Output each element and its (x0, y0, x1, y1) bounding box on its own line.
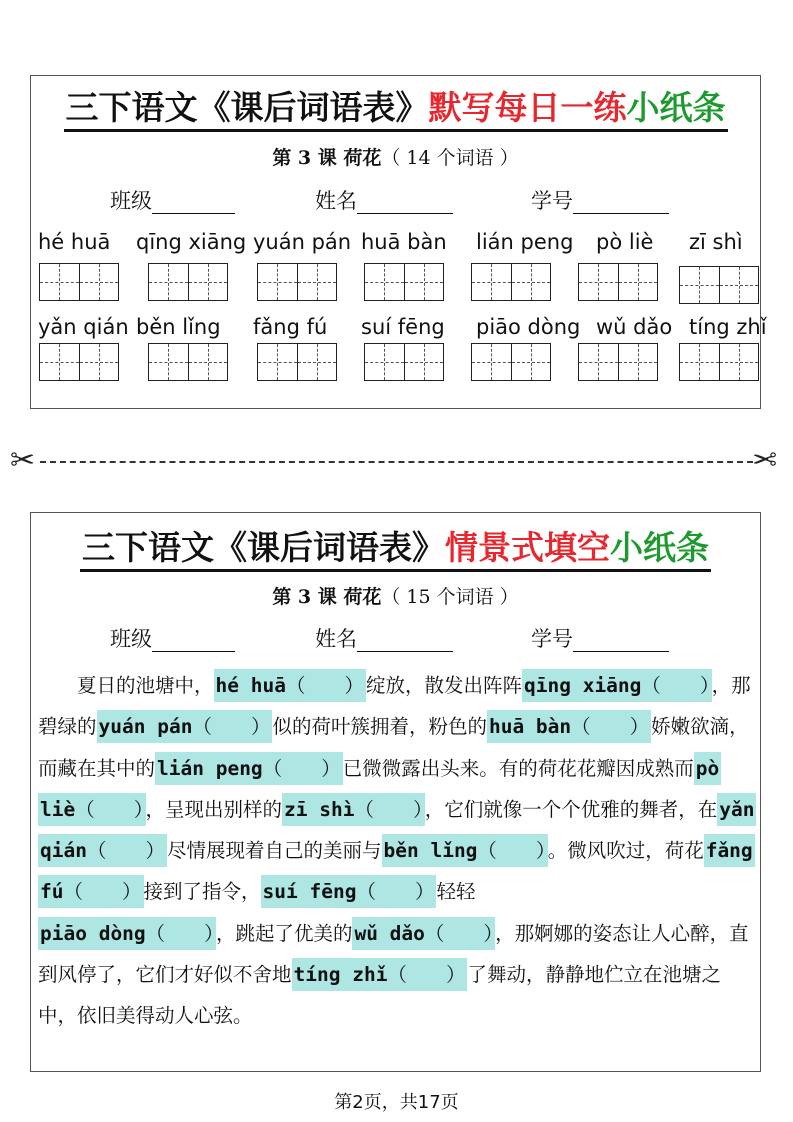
passage-text: ，它们就像一个个优雅的舞者，在 (424, 797, 718, 821)
id-label: 学号 (531, 189, 573, 213)
word-pinyin: lián peng (476, 230, 574, 254)
writing-grid[interactable] (257, 343, 337, 381)
writing-grid[interactable] (578, 343, 658, 381)
writing-cell[interactable] (40, 264, 79, 300)
blank-pinyin: běn lǐng (383, 839, 478, 863)
writing-cell[interactable] (579, 344, 618, 380)
passage-text: ，呈现出别样的 (145, 797, 283, 821)
passage-text: ，跳起了优美的 (215, 921, 353, 945)
writing-grid[interactable] (364, 263, 444, 301)
class-label: 班级 (110, 627, 152, 651)
class-line[interactable] (152, 631, 235, 652)
fill-blank[interactable] (487, 710, 651, 743)
name-line[interactable] (357, 193, 453, 214)
blank-answer-space[interactable]: （ ） (262, 756, 341, 780)
blank-answer-space[interactable]: （ ） (354, 797, 423, 821)
name-line[interactable] (357, 631, 453, 652)
writing-cell[interactable] (404, 264, 444, 300)
blank-pinyin: hé huā (215, 674, 286, 697)
writing-cell[interactable] (365, 344, 404, 380)
writing-grid[interactable] (257, 263, 337, 301)
blank-pinyin: wǔ dǎo (354, 921, 425, 945)
name-field[interactable] (315, 626, 453, 652)
passage-text: 娇嫩欲滴，而藏在其中的 (38, 715, 749, 780)
dictation-card (30, 75, 767, 409)
blank-pinyin: yuán pán (98, 715, 193, 739)
writing-cell[interactable] (297, 264, 337, 300)
writing-cell[interactable] (188, 264, 228, 300)
passage-text: 绽放，散发出阵阵 (365, 674, 522, 697)
fill-title-suffix: 小纸条 (610, 528, 709, 567)
dictation-title-type: 默写每日一练 (428, 88, 627, 127)
word-pinyin: zī shì (689, 230, 743, 254)
passage-text: 夏日的池塘中， (77, 674, 214, 697)
word-pinyin: wǔ dǎo (596, 315, 673, 339)
name-label: 姓名 (315, 627, 357, 651)
writing-cell[interactable] (149, 264, 188, 300)
word-pinyin: suí fēng (361, 315, 445, 339)
writing-cell[interactable] (719, 267, 759, 303)
fill-blank[interactable] (261, 875, 437, 908)
blank-answer-space[interactable]: （ ） (641, 674, 710, 697)
writing-cell[interactable] (618, 344, 658, 380)
fill-blank[interactable] (522, 669, 712, 702)
fill-blank[interactable] (214, 669, 366, 702)
fill-title-main: 三下语文《课后词语表》 (82, 528, 445, 567)
scissors-icon: ✂ (10, 443, 36, 478)
word-pinyin: huā bàn (361, 230, 447, 254)
passage-text: ，那婀娜的姿态让人心醉，直到风停了，它们才好似不舍地 (38, 921, 749, 987)
fill-title-type: 情景式填空 (445, 528, 610, 567)
blank-pinyin: piāo dòng (40, 921, 146, 945)
writing-grid[interactable] (471, 263, 551, 301)
passage-paragraph (38, 665, 758, 1037)
cut-line (40, 461, 753, 463)
blank-pinyin: qīng xiāng (524, 674, 642, 697)
writing-cell[interactable] (404, 344, 444, 380)
writing-cell[interactable] (680, 267, 719, 303)
writing-grid[interactable] (39, 263, 119, 301)
word-pinyin: yuán pán (253, 230, 352, 254)
writing-cell[interactable] (79, 344, 119, 380)
writing-grid[interactable] (471, 343, 551, 381)
blank-pinyin: lián peng (157, 756, 263, 780)
blank-answer-space[interactable]: （ ） (192, 715, 271, 739)
fill-blank[interactable] (38, 917, 216, 950)
blank-answer-space[interactable]: （ ） (571, 715, 650, 739)
writing-grid[interactable] (39, 343, 119, 381)
passage-text: 了舞动，静静地伫立在池塘之中，依旧美得动人心弦。 (38, 963, 721, 1028)
blank-answer-space[interactable]: （ ） (75, 797, 144, 821)
fill-blank[interactable] (97, 710, 273, 743)
word-pinyin: qīng xiāng (136, 230, 247, 254)
word-pinyin: yǎn qián (38, 315, 129, 339)
id-line[interactable] (573, 631, 669, 652)
blank-answer-space[interactable]: （ ） (63, 880, 142, 904)
writing-grid[interactable] (679, 266, 759, 304)
writing-cell[interactable] (40, 344, 79, 380)
name-label: 姓名 (315, 189, 357, 213)
writing-grid[interactable] (679, 343, 759, 381)
fill-lesson-heading (31, 585, 760, 609)
fill-blank[interactable] (282, 793, 425, 826)
dictation-title-suffix: 小纸条 (626, 88, 726, 127)
word-pinyin: běn lǐng (136, 315, 221, 339)
word-pinyin: tíng zhǐ (689, 315, 767, 339)
dictation-title (31, 88, 760, 132)
writing-cell[interactable] (297, 344, 337, 380)
writing-cell[interactable] (511, 344, 551, 380)
blank-answer-space[interactable]: （ ） (356, 880, 435, 904)
blank-pinyin: tíng zhǐ (293, 963, 388, 987)
blank-answer-space[interactable]: （ ） (477, 839, 546, 863)
lesson-title: 第 3 课 荷花 (272, 586, 382, 608)
writing-cell[interactable] (79, 264, 119, 300)
blank-pinyin: suí fēng (262, 880, 357, 904)
blank-pinyin: pò liè (40, 756, 720, 821)
blank-pinyin: fǎng fú (40, 839, 753, 904)
dictation-title-main: 三下语文《课后词语表》 (65, 88, 429, 127)
page-footer: 第2页，共17页 (334, 1092, 459, 1113)
writing-cell[interactable] (472, 264, 511, 300)
blank-answer-space[interactable]: （ ） (86, 839, 165, 863)
class-field[interactable] (110, 626, 235, 652)
word-pinyin: pò liè (596, 230, 654, 254)
writing-cell[interactable] (579, 264, 618, 300)
writing-cell[interactable] (618, 264, 658, 300)
blank-answer-space[interactable]: （ ） (145, 921, 214, 945)
passage-text: 轻轻 (436, 880, 476, 904)
id-field[interactable] (531, 626, 669, 652)
fill-card (30, 512, 761, 1072)
blank-pinyin: zī shì (284, 797, 355, 821)
word-count: （ 14 个词语 ） (381, 147, 519, 169)
writing-cell[interactable] (258, 264, 297, 300)
writing-cell[interactable] (365, 264, 404, 300)
passage (38, 665, 758, 1037)
blank-pinyin: yǎn qián (40, 797, 755, 863)
passage-text: ，那碧绿的 (38, 674, 751, 739)
id-label: 学号 (531, 627, 573, 651)
word-count: （ 15 个词语 ） (381, 586, 519, 608)
writing-grid[interactable] (148, 343, 228, 381)
blank-pinyin: huā bàn (488, 715, 572, 739)
writing-grid[interactable] (578, 263, 658, 301)
passage-text: 已微微露出头来。有的荷花花瓣因成熟而 (342, 756, 694, 780)
writing-grid[interactable] (364, 343, 444, 381)
class-field[interactable] (110, 188, 235, 214)
passage-text: 接到了指令， (143, 880, 261, 904)
fill-blank[interactable] (292, 958, 468, 991)
writing-cell[interactable] (258, 344, 297, 380)
blank-answer-space[interactable]: （ ） (285, 674, 364, 697)
writing-cell[interactable] (472, 344, 511, 380)
lesson-title: 第 3 课 荷花 (272, 147, 382, 169)
writing-cell[interactable] (149, 344, 188, 380)
name-field[interactable] (315, 188, 453, 214)
class-label: 班级 (110, 189, 152, 213)
word-pinyin: piāo dòng (476, 315, 581, 339)
fill-blank[interactable] (155, 752, 343, 785)
blank-answer-space[interactable]: （ ） (424, 921, 494, 945)
word-pinyin: hé huā (38, 230, 111, 254)
id-line[interactable] (573, 193, 669, 214)
writing-grid[interactable] (148, 263, 228, 301)
passage-text: 。微风吹过，荷花 (547, 839, 704, 863)
passage-text: 尽情展现着自己的美丽与 (166, 839, 382, 863)
fill-blank[interactable] (352, 917, 495, 950)
fill-blank[interactable] (382, 834, 548, 867)
class-line[interactable] (152, 193, 235, 214)
writing-cell[interactable] (719, 344, 759, 380)
writing-cell[interactable] (188, 344, 228, 380)
id-field[interactable] (531, 188, 669, 214)
writing-cell[interactable] (511, 264, 551, 300)
blank-answer-space[interactable]: （ ） (387, 963, 466, 987)
writing-cell[interactable] (680, 344, 719, 380)
word-pinyin: fǎng fú (253, 315, 328, 339)
fill-title (31, 528, 760, 572)
scissors-icon: ✂ (752, 443, 778, 478)
passage-text: 似的荷叶簇拥着，粉色的 (272, 715, 487, 739)
dictation-lesson-heading (31, 146, 760, 170)
